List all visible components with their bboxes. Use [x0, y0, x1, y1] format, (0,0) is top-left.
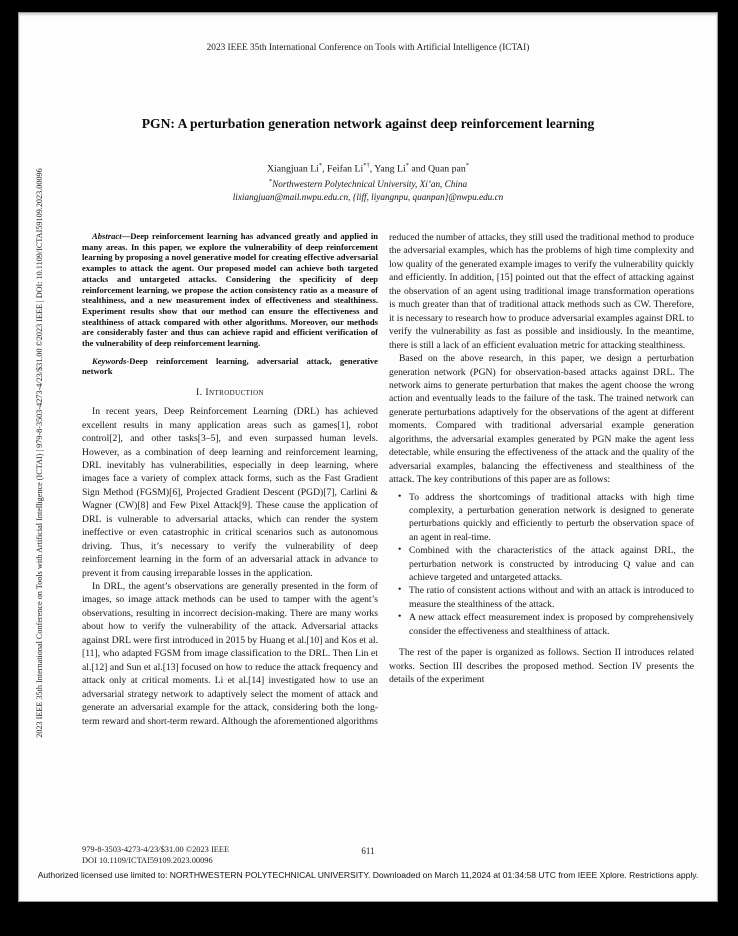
abstract-label: Abstract	[92, 231, 122, 241]
footer-doi: DOI 10.1109/ICTAI59109.2023.00096	[82, 855, 213, 865]
bullet-item: • The ratio of consistent actions without and with an attack is introduced to measure the stealthiness of the attack.	[409, 584, 694, 611]
conference-header: 2023 IEEE 35th International Conference on Tools with Artificial Intelligence (ICTAI)	[206, 43, 530, 53]
affiliation-line	[19, 176, 717, 191]
author-mark: *	[405, 162, 409, 169]
two-column-body	[82, 231, 694, 728]
intro-paragraph-3: reduced the number of attacks, they still used the traditional method to produce the adversarial examples, which has the problems of high time complexity and low quality of the generated example images to verify the vulnerability quickly and efficiently. In addition, [15] pointed out that the effect of attacking against the observation of an agent using traditional image transformation operations is much greater than that of traditional attack methods such as CW. Therefore, it is necessary to research how to produce adversarial examples against DRL to verify the vulnerability as fast as possible and insidiously. In the meantime, there is still a lack of an efficient evaluation metric for attacking stealthiness.	[389, 232, 694, 351]
intro-paragraph-4: Based on the above research, in this paper, we design a perturbation generation network (PGN) for observation-based attacks against DRL. The network aims to generate perturbation that makes the agent choose the wrong action and eventually leads to the failure of the task. The trained network can generate perturbations adaptively for the observations of the agent at different moments. Compared with traditional adversarial example generation algorithms, the adversarial examples generated by PGN make the agent less detectable, while ensuring the effectiveness of the attack and the quality of the adversarial examples, balancing the effectiveness and stealthiness of the attack. The key contributions of this paper are as follows:	[389, 353, 694, 486]
affiliation-text: Northwestern Polytechnical University, Xi’an, China	[272, 178, 468, 189]
contribution-bullet-list	[389, 491, 694, 638]
left-column	[82, 231, 378, 728]
paper-page	[18, 12, 718, 902]
email-line: lixiangjuan@mail.nwpu.edu.cn, {liff, liyangnpu, quanpan}@nwpu.edu.cn	[232, 191, 504, 202]
section-heading-introduction: I. Introduction	[196, 387, 264, 399]
abstract-paragraph	[82, 231, 378, 349]
bullet-item: • Combined with the characteristics of the attack against DRL, the perturbation network is constructed by introducing Q value and can achieve targeted and untargeted attacks.	[409, 544, 694, 584]
intro-paragraph-1: In recent years, Deep Reinforcement Learning (DRL) has achieved excellent results in many application areas such as games[1], robot control[2], and other tasks[3–5], and even surpassed human levels. However, as a combination of deep learning and reinforcement learning, DRL inevitably has vulnerabilities, especially in deep learning, where images face a variety of complex attack forms, such as the Fast Gradient Sign Method (FGSM)[6], Projected Gradient Descent (PGD)[7], Carlini & Wagner (CW)[8] and Few Pixel Attack[9]. These cause the application of DRL is vulnerable to adversarial attacks, which can render the system ineffective or even catastrophic in critical scenarios such as autonomous driving. Thus, it’s necessary to verify the vulnerability of deep reinforcement learning in the form of an adversarial attack in advance to prevent it from causing irreparable losses in the application.	[82, 406, 378, 579]
right-column	[389, 231, 694, 728]
intro-paragraph-5: The rest of the paper is organized as follows. Section II introduces related works. Section III describes the proposed method. Section IV presents the details of the experiment	[389, 647, 694, 685]
intro-paragraph-2: In DRL, the agent’s observations are generally presented in the form of images, so image attack methods can be used to tamper with the agent’s observations, resulting in incorrect decision-making. There are many works about how to verify the vulnerability of the attack. Adversarial attacks against DRL were first introduced in 2015 by Huang et al.[10] and Kos et al.[11], who adapted FGSM from image classification to the DRL. Then Lin et al.[12] and Sun et al.[13] focused on how to reduce the attack frequency and attack only at critical moments. Li et al.[14] investigated how to use an adversarial strategy network to adaptively select the moment of attack and generate an adversarial example for the attack, considering both the long-term reward and short-term reward. Although the aforementioned algorithms	[82, 581, 378, 727]
keywords-label: Keywords	[92, 355, 127, 366]
author-name: and Quan pan	[408, 163, 466, 175]
author-mark: *†	[363, 162, 370, 169]
paper-title: PGN: A perturbation generation network against deep reinforcement learning	[141, 116, 595, 131]
abstract-text: —Deep reinforcement learning has advanced greatly and applied in many areas. In this paper, we explore the vulnerability of deep reinforcement learning by proposing a novel generative model for creating effective adversarial examples to attack the agent. Our proposed model can achieve both targeted attacks and untargeted attacks. Considering the specificity of deep reinforcement learning, we propose the action consistency ratio as a measure of stealthiness, and a new measurement index of effectiveness and stealthiness. Experiment results show that our method can ensure the effectiveness and stealthiness of attack compared with other algorithms. Moreover, our methods are considerably faster and thus can achieve rapid and efficient verification of the vulnerability of deep reinforcement learning.	[82, 231, 378, 349]
bullet-item: • A new attack effect measurement index is proposed by comprehensively consider the effectiveness and stealthiness of attack.	[409, 611, 694, 638]
author-block	[19, 160, 717, 203]
author-name: , Feifan Li	[322, 163, 364, 175]
keywords-paragraph	[82, 356, 378, 377]
sidebar-copyright-text: 2023 IEEE 35th International Conference on Tools with Artificial Intelligence (ICTAI) | 979-8-3503-4273-4/23/$31.00 ©2023 IEEE | DOI: 10.1109/ICTAI59109.2023.00096	[35, 168, 44, 738]
author-mark: *	[465, 162, 470, 169]
license-notice: Authorized licensed use limited to: NORTHWESTERN POLYTECHNICAL UNIVERSITY. Downloaded on March 11,2024 at 01:34:58 UTC from IEEE Xplore. Restrictions apply.	[37, 870, 699, 880]
author-mark: *	[318, 162, 323, 169]
page-number: 611	[361, 846, 375, 856]
bullet-item: • To address the shortcomings of traditional attacks with high time complexity, a perturbation generation network is designed to generate perturbations quickly and efficiently to perturb the observation space of an agent in real-time.	[409, 491, 694, 545]
author-line	[19, 160, 717, 176]
author-name: , Yang Li	[369, 163, 406, 175]
affiliation-mark: *	[268, 177, 273, 185]
footer-copyright: 979-8-3503-4273-4/23/$31.00 ©2023 IEEE	[82, 845, 230, 854]
author-name: Xiangjuan Li	[266, 163, 319, 175]
keywords-text: -Deep reinforcement learning, adversarial attack, generative network	[82, 355, 378, 377]
